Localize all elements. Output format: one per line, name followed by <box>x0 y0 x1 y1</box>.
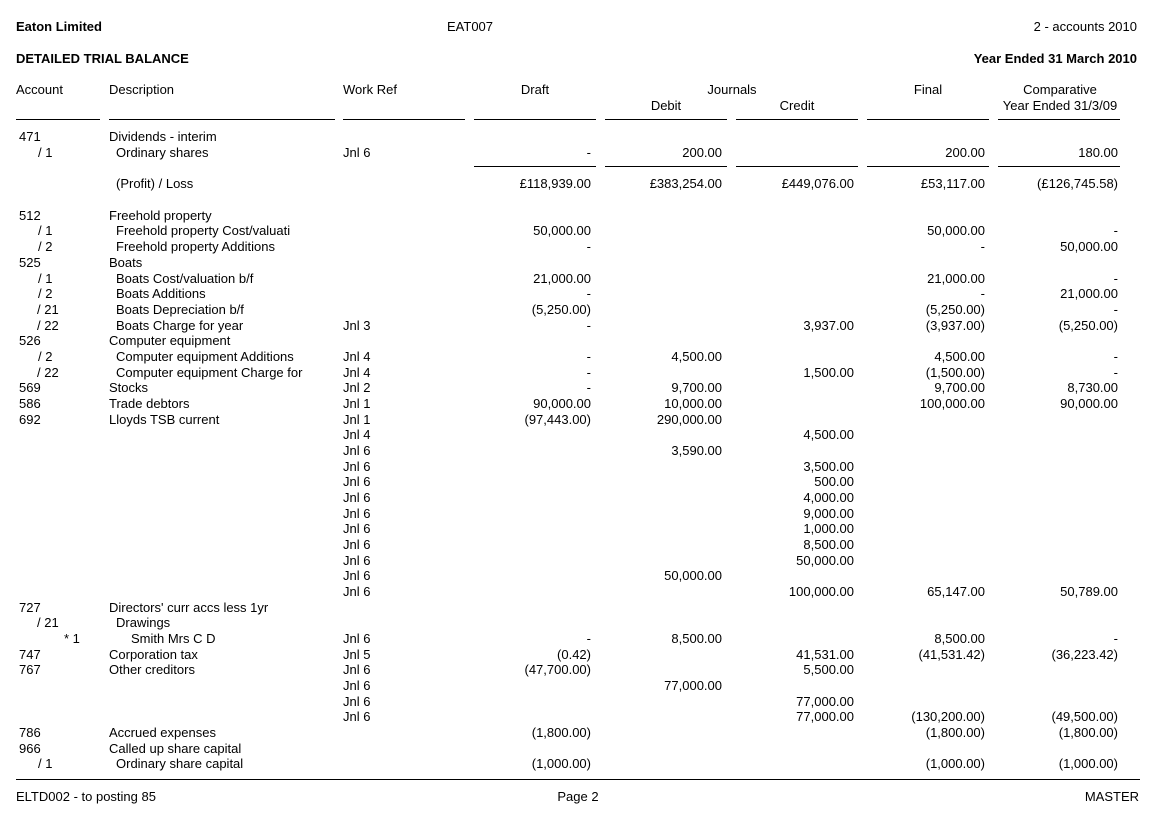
work-ref: Jnl 6 <box>343 553 371 568</box>
work-ref: Jnl 6 <box>343 145 371 160</box>
report-period: Year Ended 31 March 2010 <box>973 51 1137 66</box>
account-code: 525 <box>19 255 41 270</box>
account-description: Accrued expenses <box>109 725 216 740</box>
account-code: * 1 <box>64 631 80 646</box>
final-value: (1,800.00) <box>925 725 985 740</box>
final-value: 21,000.00 <box>927 271 985 286</box>
account-description: Drawings <box>116 615 171 630</box>
final-value: 9,700.00 <box>934 380 985 395</box>
account-description: Trade debtors <box>109 396 190 411</box>
header-rule-draft <box>474 119 596 120</box>
account-code: 526 <box>19 333 41 348</box>
account-description: Boats Additions <box>116 286 206 301</box>
credit-value: 77,000.00 <box>796 694 854 709</box>
final-value: - <box>980 286 985 301</box>
final-value: 100,000.00 <box>919 396 985 411</box>
account-description: Stocks <box>109 380 149 395</box>
comparative-value: (£126,745.58) <box>1037 176 1118 191</box>
account-description: Freehold property Additions <box>116 239 275 254</box>
draft-value: (5,250.00) <box>531 302 591 317</box>
final-value: (3,937.00) <box>925 318 985 333</box>
account-code: / 1 <box>38 756 53 771</box>
work-ref: Jnl 4 <box>343 427 371 442</box>
col-header-journals: Journals <box>707 82 757 97</box>
comparative-value: 50,789.00 <box>1060 584 1118 599</box>
work-ref: Jnl 6 <box>343 631 371 646</box>
final-value: (1,500.00) <box>925 365 985 380</box>
debit-value: 8,500.00 <box>671 631 722 646</box>
account-code: 512 <box>19 208 41 223</box>
account-description: Computer equipment <box>109 333 231 348</box>
col-header-description: Description <box>109 82 175 97</box>
header-rule-comparative <box>998 119 1120 120</box>
work-ref: Jnl 6 <box>343 662 371 677</box>
work-ref: Jnl 4 <box>343 349 371 364</box>
draft-value: - <box>586 349 591 364</box>
debit-value: 50,000.00 <box>664 568 722 583</box>
draft-value: £118,939.00 <box>519 176 591 191</box>
draft-value: - <box>586 286 591 301</box>
account-code: / 1 <box>38 223 53 238</box>
account-code: / 1 <box>38 145 53 160</box>
account-code: 786 <box>19 725 41 740</box>
account-description: Smith Mrs C D <box>131 631 216 646</box>
col-header-draft: Draft <box>520 82 550 97</box>
debit-value: 3,590.00 <box>671 443 722 458</box>
work-ref: Jnl 6 <box>343 443 371 458</box>
debit-value: 200.00 <box>682 145 722 160</box>
account-description: Other creditors <box>109 662 195 677</box>
header-rule-debit <box>605 119 727 120</box>
page-number: Page 2 <box>557 789 599 804</box>
comparative-value: - <box>1113 271 1118 286</box>
subtotal-rule-final <box>867 166 989 167</box>
account-description: Boats <box>109 255 143 270</box>
client-code: EAT007 <box>447 19 494 34</box>
account-code: 966 <box>19 741 41 756</box>
account-description: Directors' curr accs less 1yr <box>109 600 269 615</box>
account-code: 586 <box>19 396 41 411</box>
final-value: £53,117.00 <box>920 176 985 191</box>
account-code: / 21 <box>37 615 59 630</box>
account-code: 767 <box>19 662 41 677</box>
account-code: / 2 <box>38 349 53 364</box>
draft-value: - <box>586 145 591 160</box>
comparative-value: 90,000.00 <box>1060 396 1118 411</box>
account-description: Boats Charge for year <box>116 318 244 333</box>
work-ref: Jnl 4 <box>343 365 371 380</box>
account-description: Called up share capital <box>109 741 242 756</box>
account-code: / 22 <box>37 365 59 380</box>
draft-value: (97,443.00) <box>524 412 591 427</box>
subtotal-rule-comparative <box>998 166 1120 167</box>
header-rule-final <box>867 119 989 120</box>
company-name: Eaton Limited <box>16 19 102 34</box>
account-code: / 2 <box>38 286 53 301</box>
account-code: / 1 <box>38 271 53 286</box>
subtotal-rule-draft <box>474 166 596 167</box>
work-ref: Jnl 6 <box>343 474 371 489</box>
footer-reference: ELTD002 - to posting 85 <box>16 789 156 804</box>
report-title: DETAILED TRIAL BALANCE <box>16 51 189 66</box>
col-header-final: Final <box>913 82 943 97</box>
credit-value: 3,937.00 <box>803 318 854 333</box>
comparative-value: 180.00 <box>1078 145 1118 160</box>
account-code: / 2 <box>38 239 53 254</box>
credit-value: 1,000.00 <box>803 521 854 536</box>
final-value: 4,500.00 <box>934 349 985 364</box>
work-ref: Jnl 5 <box>343 647 371 662</box>
footer-rule <box>16 779 1140 780</box>
comparative-value: (1,000.00) <box>1058 756 1118 771</box>
account-code: 569 <box>19 380 41 395</box>
credit-value: 8,500.00 <box>803 537 854 552</box>
account-description: Computer equipment Additions <box>116 349 294 364</box>
col-header-comparative-year: Year Ended 31/3/09 <box>1002 98 1118 113</box>
account-description: Freehold property <box>109 208 212 223</box>
debit-value: 77,000.00 <box>664 678 722 693</box>
final-value: - <box>980 239 985 254</box>
work-ref: Jnl 6 <box>343 584 371 599</box>
draft-value: 90,000.00 <box>533 396 591 411</box>
comparative-value: (36,223.42) <box>1051 647 1118 662</box>
account-code: 727 <box>19 600 41 615</box>
credit-value: 50,000.00 <box>796 553 854 568</box>
account-description: Freehold property Cost/valuati <box>116 223 291 238</box>
draft-value: (0.42) <box>557 647 591 662</box>
work-ref: Jnl 2 <box>343 380 371 395</box>
draft-value: (47,700.00) <box>524 662 591 677</box>
draft-value: 50,000.00 <box>533 223 591 238</box>
credit-value: 100,000.00 <box>788 584 854 599</box>
comparative-value: 8,730.00 <box>1067 380 1118 395</box>
final-value: (1,000.00) <box>925 756 985 771</box>
col-header-work-ref: Work Ref <box>343 82 397 97</box>
debit-value: 9,700.00 <box>671 380 722 395</box>
final-value: (5,250.00) <box>925 302 985 317</box>
header-rule-work-ref <box>343 119 465 120</box>
comparative-value: (5,250.00) <box>1058 318 1118 333</box>
comparative-value: 21,000.00 <box>1060 286 1118 301</box>
comparative-value: - <box>1113 631 1118 646</box>
comparative-value: - <box>1113 223 1118 238</box>
work-ref: Jnl 6 <box>343 709 371 724</box>
comparative-value: - <box>1113 365 1118 380</box>
final-value: (41,531.42) <box>918 647 985 662</box>
account-description: Ordinary share capital <box>116 756 244 771</box>
account-code: / 21 <box>37 302 59 317</box>
comparative-value: (49,500.00) <box>1051 709 1118 724</box>
credit-value: 500.00 <box>814 474 854 489</box>
col-header-comparative: Comparative <box>1023 82 1097 97</box>
credit-value: 41,531.00 <box>796 647 854 662</box>
account-description: Boats Depreciation b/f <box>116 302 244 317</box>
account-code: / 22 <box>37 318 59 333</box>
draft-value: 21,000.00 <box>533 271 591 286</box>
work-ref: Jnl 1 <box>343 412 371 427</box>
account-code: 692 <box>19 412 41 427</box>
credit-value: 9,000.00 <box>803 506 854 521</box>
draft-value: - <box>586 380 591 395</box>
account-description: (Profit) / Loss <box>116 176 194 191</box>
account-code: 471 <box>19 129 41 144</box>
work-ref: Jnl 6 <box>343 521 371 536</box>
credit-value: 5,500.00 <box>803 662 854 677</box>
work-ref: Jnl 6 <box>343 506 371 521</box>
final-value: 8,500.00 <box>934 631 985 646</box>
credit-value: 4,000.00 <box>803 490 854 505</box>
file-label: 2 - accounts 2010 <box>1033 19 1137 34</box>
work-ref: Jnl 6 <box>343 490 371 505</box>
debit-value: 290,000.00 <box>656 412 722 427</box>
col-header-account: Account <box>16 82 63 97</box>
header-rule-account <box>16 119 100 120</box>
final-value: 65,147.00 <box>927 584 985 599</box>
draft-value: (1,800.00) <box>531 725 591 740</box>
account-description: Boats Cost/valuation b/f <box>116 271 254 286</box>
credit-value: 4,500.00 <box>803 427 854 442</box>
work-ref: Jnl 6 <box>343 694 371 709</box>
account-description: Corporation tax <box>109 647 198 662</box>
work-ref: Jnl 6 <box>343 459 371 474</box>
work-ref: Jnl 3 <box>343 318 371 333</box>
comparative-value: (1,800.00) <box>1058 725 1118 740</box>
comparative-value: 50,000.00 <box>1060 239 1118 254</box>
account-description: Ordinary shares <box>116 145 209 160</box>
final-value: (130,200.00) <box>911 709 985 724</box>
credit-value: £449,076.00 <box>781 176 854 191</box>
draft-value: - <box>586 631 591 646</box>
col-header-credit: Credit <box>779 98 815 113</box>
subtotal-rule-credit <box>736 166 858 167</box>
account-description: Lloyds TSB current <box>109 412 220 427</box>
comparative-value: - <box>1113 349 1118 364</box>
account-description: Computer equipment Charge for <box>116 365 303 380</box>
credit-value: 3,500.00 <box>803 459 854 474</box>
work-ref: Jnl 1 <box>343 396 371 411</box>
col-header-debit: Debit <box>650 98 682 113</box>
debit-value: 10,000.00 <box>664 396 722 411</box>
draft-value: - <box>586 318 591 333</box>
header-rule-description <box>109 119 335 120</box>
account-code: 747 <box>19 647 41 662</box>
debit-value: £383,254.00 <box>649 176 722 191</box>
draft-value: - <box>586 365 591 380</box>
credit-value: 1,500.00 <box>803 365 854 380</box>
work-ref: Jnl 6 <box>343 678 371 693</box>
draft-value: (1,000.00) <box>531 756 591 771</box>
final-value: 200.00 <box>945 145 985 160</box>
comparative-value: - <box>1113 302 1118 317</box>
final-value: 50,000.00 <box>927 223 985 238</box>
footer-master: MASTER <box>1084 789 1139 804</box>
work-ref: Jnl 6 <box>343 537 371 552</box>
debit-value: 4,500.00 <box>671 349 722 364</box>
header-rule-credit <box>736 119 858 120</box>
subtotal-rule-debit <box>605 166 727 167</box>
credit-value: 77,000.00 <box>796 709 854 724</box>
work-ref: Jnl 6 <box>343 568 371 583</box>
account-description: Dividends - interim <box>109 129 217 144</box>
draft-value: - <box>586 239 591 254</box>
